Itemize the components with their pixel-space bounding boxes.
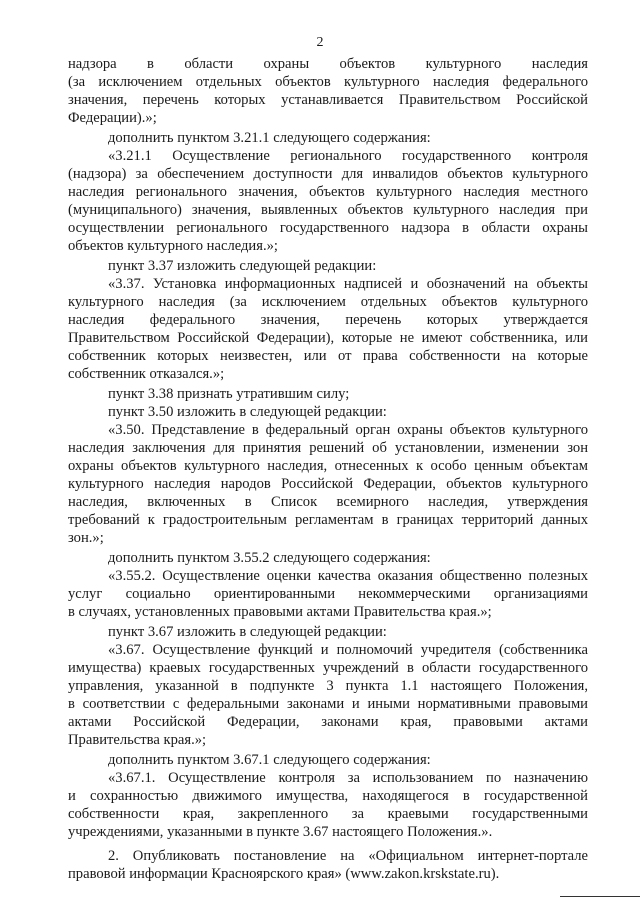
- text-line: собственности края, закрепленного за краевыми государственными: [68, 806, 588, 822]
- text-line: «3.50. Представление в федеральный орган охраны объектов культурного: [108, 422, 588, 438]
- text-line: требований к градостроительным регламентам в границах территорий данных: [68, 512, 588, 528]
- text-line: собственник которых неизвестен, или от права собственности на которые: [68, 348, 588, 364]
- text-line: надзора в области охраны объектов культурного наследия: [68, 56, 588, 72]
- text-line: осуществлении регионального государственного надзора в области охраны: [68, 220, 588, 236]
- text-line: учреждениями, указанными в пункте 3.67 настоящего Положения.».: [68, 824, 493, 840]
- text-line: пункт 3.67 изложить в следующей редакции:: [108, 624, 387, 640]
- text-line: дополнить пунктом 3.55.2 следующего содержания:: [108, 550, 431, 566]
- text-line: охраны объектов культурного наследия, отнесенных к особо ценным объектам: [68, 458, 588, 474]
- text-line: и сохранностью движимого имущества, находящегося в государственной: [68, 788, 588, 804]
- text-line: правовой информации Красноярского края» (www.zakon.krskstate.ru).: [68, 866, 500, 882]
- text-line: 2. Опубликовать постановление на «Официальном интернет-портале: [108, 848, 588, 864]
- text-line: значения, перечень которых устанавливается Правительством Российской: [68, 92, 588, 108]
- text-line: зон.»;: [68, 530, 104, 546]
- text-line: (муниципального) значения, выявленных объектов культурного наследия при: [68, 202, 588, 218]
- text-line: культурного наследия (за исключением отдельных объектов культурного: [68, 294, 588, 310]
- text-line: наследия федерального значения, перечень которых утверждается: [68, 312, 588, 328]
- page-number: 2: [316, 35, 324, 50]
- text-line: «3.67.1. Осуществление контроля за использованием по назначению: [108, 770, 588, 786]
- text-line: (за исключением отдельных объектов культурного наследия федерального: [68, 74, 588, 90]
- text-line: (надзора) за обеспечением доступности для инвалидов объектов культурного: [68, 166, 588, 182]
- text-line: пункт 3.50 изложить в следующей редакции:: [108, 404, 387, 420]
- text-line: услуг социально ориентированными некоммерческими организациями: [68, 586, 588, 602]
- bottom-rule: [560, 896, 640, 897]
- text-line: дополнить пунктом 3.21.1 следующего содержания:: [108, 130, 431, 146]
- text-line: «3.55.2. Осуществление оценки качества оказания общественно полезных: [108, 568, 588, 584]
- text-line: «3.67. Осуществление функций и полномочий учредителя (собственника: [108, 642, 588, 658]
- text-line: наследия регионального значения, объектов культурного наследия местного: [68, 184, 588, 200]
- text-line: наследия, включенных в Список всемирного наследия, утверждения: [68, 494, 588, 510]
- text-line: управления, указанной в подпункте 3 пункта 1.1 настоящего Положения,: [68, 678, 588, 694]
- text-line: Правительства края.»;: [68, 732, 207, 748]
- text-line: в случаях, установленных правовыми актами Правительства края.»;: [68, 604, 492, 620]
- text-line: в соответствии с федеральными законами и иными нормативными правовыми: [68, 696, 588, 712]
- text-line: пункт 3.38 признать утратившим силу;: [108, 386, 350, 402]
- text-line: объектов культурного наследия.»;: [68, 238, 278, 254]
- text-line: дополнить пунктом 3.67.1 следующего содержания:: [108, 752, 431, 768]
- text-line: культурного наследия народов Российской Федерации, объектов культурного: [68, 476, 588, 492]
- text-line: пункт 3.37 изложить следующей редакции:: [108, 258, 377, 274]
- text-line: «3.37. Установка информационных надписей и обозначений на объекты: [108, 276, 588, 292]
- text-line: «3.21.1 Осуществление регионального государственного контроля: [108, 148, 588, 164]
- text-line: актами Российской Федерации, законами края, правовыми актами: [68, 714, 588, 730]
- text-line: собственник отказался.»;: [68, 366, 225, 382]
- text-line: наследия заключения для принятия решений об установлении, изменении зон: [68, 440, 588, 456]
- text-line: имущества) краевых государственных учреждений в области государственного: [68, 660, 588, 676]
- document-body: [68, 55, 588, 883]
- text-line: Правительством Российской Федерации), которые не имеют собственника, или: [68, 330, 588, 346]
- text-line: Федерации).»;: [68, 110, 157, 126]
